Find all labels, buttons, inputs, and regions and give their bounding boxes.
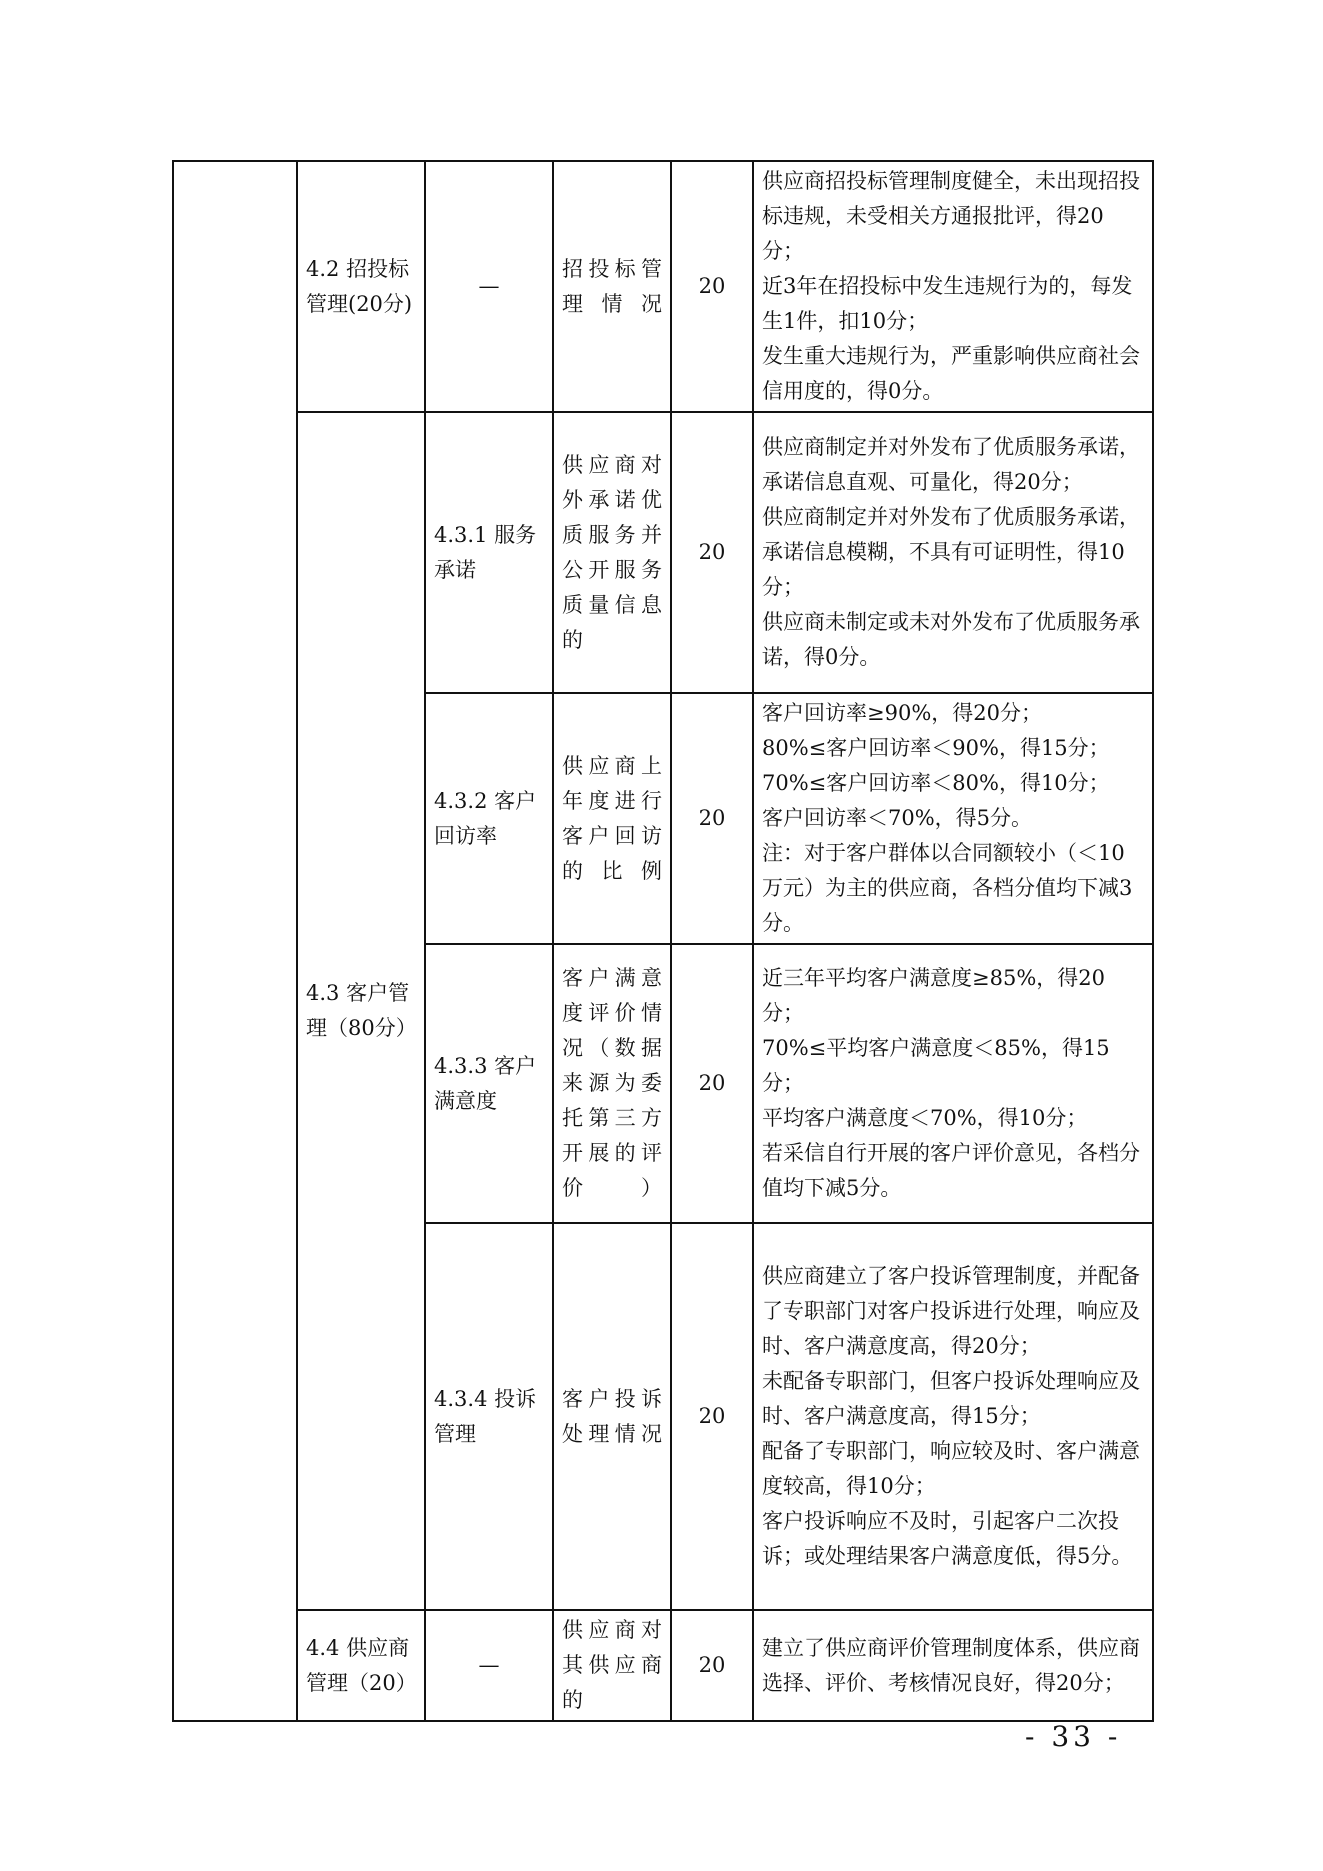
content-cell: 客户满意度评价情况（数据来源为委托第三方开展的评价） <box>553 944 671 1223</box>
sub-item-cell: 4.3.3 客户满意度 <box>425 944 553 1223</box>
criteria-cell <box>753 1223 1153 1610</box>
table-row <box>173 412 1153 693</box>
criteria-line: 客户回访率＜70%，得5分。 <box>762 806 1033 830</box>
item-cell: 4.4 供应商管理（20） <box>297 1610 425 1721</box>
sub-item-cell: 4.3.4 投诉管理 <box>425 1223 553 1610</box>
criteria-line: 建立了供应商评价管理制度体系，供应商选择、评价、考核情况良好，得20分； <box>762 1635 1140 1695</box>
criteria-line: 供应商未制定或未对外发布了优质服务承诺，得0分。 <box>762 610 1140 669</box>
criteria-line: 供应商建立了客户投诉管理制度，并配备了专职部门对客户投诉进行处理，响应及时、客户满意度高，得20分； <box>762 1264 1140 1358</box>
score-cell: 20 <box>671 693 753 944</box>
criteria-line: 发生重大违规行为，严重影响供应商社会信用度的，得0分。 <box>762 344 1140 403</box>
score-cell: 20 <box>671 1610 753 1721</box>
sub-item-cell: — <box>425 1610 553 1721</box>
score-cell: 20 <box>671 161 753 412</box>
score-cell: 20 <box>671 944 753 1223</box>
content-cell: 供应商上年度进行客户回访的比例 <box>553 693 671 944</box>
sub-item-cell: 4.3.1 服务承诺 <box>425 412 553 693</box>
criteria-line: 未配备专职部门，但客户投诉处理响应及时、客户满意度高，得15分； <box>762 1369 1140 1428</box>
criteria-line: 客户投诉响应不及时，引起客户二次投诉；或处理结果客户满意度低，得5分。 <box>762 1509 1133 1568</box>
content-cell: 供应商对其供应商的 <box>553 1610 671 1721</box>
criteria-line: 供应商制定并对外发布了优质服务承诺，承诺信息模糊，不具有可证明性，得10分； <box>762 505 1140 599</box>
criteria-cell <box>753 161 1153 412</box>
criteria-cell <box>753 412 1153 693</box>
content-cell: 招投标管理情况 <box>553 161 671 412</box>
item-cell: 4.3 客户管理（80分） <box>297 412 425 1610</box>
sub-item-cell: 4.3.2 客户回访率 <box>425 693 553 944</box>
criteria-line: 近三年平均客户满意度≥85%，得20分； <box>762 966 1105 1025</box>
criteria-line: 80%≤客户回访率＜90%，得15分； <box>762 736 1110 760</box>
sub-item-cell: — <box>425 161 553 412</box>
criteria-cell <box>753 693 1153 944</box>
table-row <box>173 161 1153 412</box>
criteria-line: 70%≤平均客户满意度＜85%，得15分； <box>762 1036 1110 1095</box>
criteria-line: 注：对于客户群体以合同额较小（＜10万元）为主的供应商，各档分值均下减3分。 <box>762 841 1133 935</box>
criteria-line: 配备了专职部门，响应较及时、客户满意度较高，得10分； <box>762 1439 1140 1498</box>
criteria-cell <box>753 944 1153 1223</box>
criteria-line: 平均客户满意度＜70%，得10分； <box>762 1106 1088 1130</box>
score-cell: 20 <box>671 412 753 693</box>
evaluation-table <box>172 160 1154 1722</box>
category-cell <box>173 161 297 1721</box>
criteria-line: 客户回访率≥90%，得20分； <box>762 701 1042 725</box>
content-cell: 供应商对外承诺优质服务并公开服务质量信息的 <box>553 412 671 693</box>
score-cell: 20 <box>671 1223 753 1610</box>
item-cell: 4.2 招投标管理(20分) <box>297 161 425 412</box>
table-row <box>173 1610 1153 1721</box>
page-number: - 33 - <box>1025 1720 1122 1753</box>
content-cell: 客户投诉处理情况 <box>553 1223 671 1610</box>
criteria-line: 若采信自行开展的客户评价意见，各档分值均下减5分。 <box>762 1141 1140 1200</box>
criteria-line: 供应商制定并对外发布了优质服务承诺，承诺信息直观、可量化，得20分； <box>762 435 1140 494</box>
criteria-line: 供应商招投标管理制度健全，未出现招投标违规，未受相关方通报批评，得20分； <box>762 169 1140 263</box>
criteria-line: 近3年在招投标中发生违规行为的，每发生1件，扣10分； <box>762 274 1133 333</box>
criteria-cell <box>753 1610 1153 1721</box>
criteria-line: 70%≤客户回访率＜80%，得10分； <box>762 771 1110 795</box>
